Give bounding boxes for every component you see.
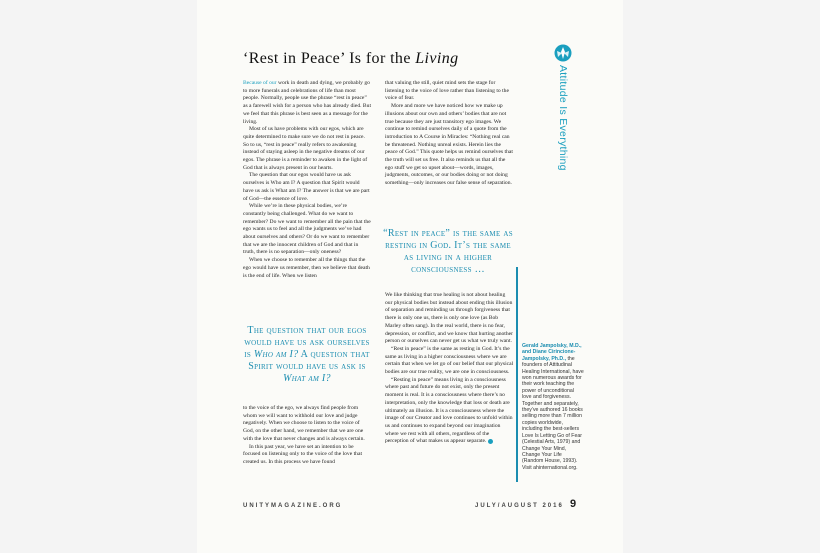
author-bio-text: the founders of Attitudinal Healing International, have won numerous awards for their work teaching the power of unconditional love and forgiveness. Together and separately, they’ve authored 16 books selling more than 7 million copies worldwide, including the best-sellers Love Is Letting Go of Fear (Celestial Arts, 1979) and Change Your Mind, Change Your Life (Random House, 1993). Visit ahinternational.org. (522, 355, 584, 471)
paragraph (243, 80, 371, 126)
paragraph-text: “Resting in peace” means living in a consciousness where past and future do not exist, only the present moment is real. It is a consciousness where there’s no interpretation, only the knowledge that loss or death are ultimately an illusion. It is a consciousness where the image of our Creator and love continues to unfold within us and continues to expand beyond our imagination where we rest with all others, regardless of the perception of what makes us appear separate. (385, 376, 513, 445)
paragraph: to the voice of the ego, we always find people from whom we will want to withhold our love and judge negatively. When we choose to listen to the voice of God, on the other hand, we remember that we are one with the love that never changes and is always certain. (243, 405, 365, 442)
footer-website: UNITYMAGAZINE.ORG (243, 503, 343, 509)
paragraph (385, 377, 514, 446)
author-names: Gerald Jampolsky, M.D., and Diane Cirincione-Jampolsky, Ph.D., (522, 343, 582, 362)
paragraph-text: work in death and dying, we probably go to more funerals and celebrations of life than most people. Normally, people use the phrase “rest in peace” as a farewell wish for a person who has already died. But we feel that this phrase is best seen as a message for the living. (243, 80, 371, 125)
column-1-continued (243, 405, 371, 467)
pull-italic: What am I? (283, 373, 331, 384)
column-2 (385, 80, 514, 188)
paragraph: “Rest in peace” is the same as resting in God. It’s the same as living in a higher consciousness where we are certain that when we let go of our belief that our physical bodies are our true reality, we are one in consciousness. (385, 345, 514, 376)
end-mark-icon (488, 439, 493, 444)
headline-text: ‘Rest in Peace’ Is for the (243, 50, 416, 67)
pull-text: A question that Spirit would have us ask is (248, 349, 370, 372)
paragraph: that valuing the still, quiet mind sets the stage for listening to the voice of love rather than listening to the voice of fear. (385, 80, 509, 102)
paragraph: More and more we have noticed how we make up illusions about our own and others’ bodies that are not true because they are just transitory ego images. We continue to remind ourselves daily of a quote from the introduction to A Course in Miracles: “Nothing real can be threatened. Nothing unreal exists. Herein lies the peace of God.” This quote helps us remind ourselves that the truth will set us free. It also reminds us that all the ego stuff we get so upset about—words, images, judgments, outcomes, or our bodies doing or not doing something—only increases our false sense of separation. (385, 103, 513, 187)
paragraph: When we choose to remember all the things that the ego would have us remember, then we believe that death is the end of life. When we listen (243, 257, 370, 279)
paragraph: While we’re in these physical bodies, we’re constantly being challenged. What do we want to remember? Do we want to remember all the pain that the ego wants us to feel and all the judgments we’ve had about ourselves and others? Or do we want to remember that we are the innocent children of God and that in truth, there is no separation—only oneness? (243, 203, 371, 256)
paragraph: In this past year, we have set an intention to be focused on listening only to the voice of the love that created us. In this process we have found (243, 443, 362, 465)
pull-quote-1 (243, 325, 371, 385)
column-2-continued (385, 292, 514, 446)
page-number: 9 (570, 498, 577, 510)
paragraph: The question that our egos would have us ask ourselves is Who am I? A question that Spirit would have us ask is What am I? The answer is that we are part of God—the essence of love. (243, 172, 370, 202)
lead-in: Because of our (243, 80, 277, 86)
unity-logo-icon (554, 44, 572, 62)
paragraph: We like thinking that true healing is not about healing our physical bodies but instead about ending this illusion of separation and reminding us through forgiveness that there is only one us, there is only one love (as Bob Marley often sang). In the real world, there is no fear, depression, or conflict, and we know that hurting another person or ourselves can never get us what we truly want. (385, 292, 514, 345)
footer-issue: JULY/AUGUST 2016 (475, 503, 564, 509)
pull-quote-2: “Rest in peace” is the same as resting in God. It’s the same as living in a higher consciousness … (383, 228, 513, 275)
author-bio (522, 343, 584, 471)
column-1 (243, 80, 371, 280)
headline-italic: Living (415, 50, 459, 67)
sidebar-rule (516, 267, 518, 482)
pull-italic: Who am I? (253, 349, 299, 360)
section-label (557, 65, 569, 190)
article-headline (243, 50, 459, 68)
pull-text: The question that our egos would have us ask ourselves is (244, 325, 370, 360)
paragraph: Most of us have problems with our egos, which are quite determined to make sure we do not rest in peace. So to us, “rest in peace” really refers to awakening instead of staying asleep in the negative dreams of our egos. The phrase is a reminder to awaken in the light of God that is always present in our hearts. (243, 126, 368, 171)
section-label-text: Attitude Is Everything (557, 65, 569, 171)
